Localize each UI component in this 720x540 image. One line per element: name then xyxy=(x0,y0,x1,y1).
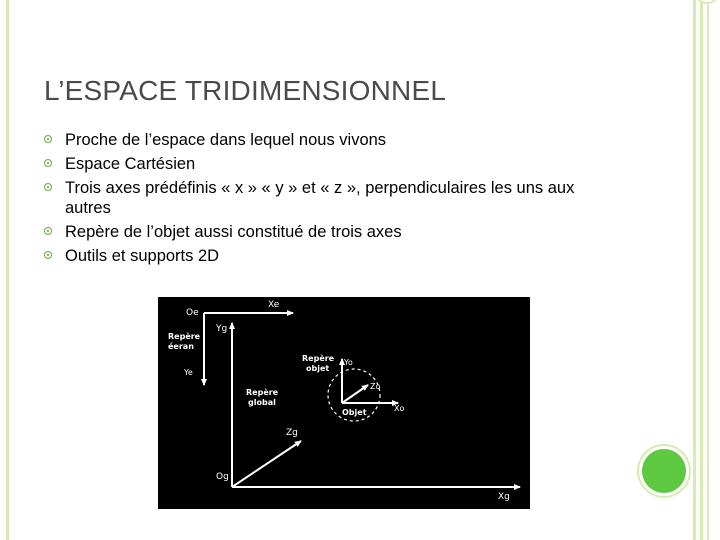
label-repere-ecran-1: Repère xyxy=(168,332,201,341)
bullet-icon xyxy=(44,227,52,235)
bullet-item: Trois axes prédéfinis « x » « y » et « z », perpendiculaires les uns aux autres xyxy=(44,178,604,218)
bullet-item: Repère de l’objet aussi constitué de trois axes xyxy=(44,222,604,242)
object-z-axis xyxy=(342,385,368,403)
diagram-svg xyxy=(158,297,530,509)
label-oe: Oe xyxy=(186,308,199,318)
label-repere-objet-2: objet xyxy=(306,364,330,373)
label-ye: Ye xyxy=(184,368,193,377)
label-repere-ecran-2: éeran xyxy=(168,342,194,351)
label-xg: Xg xyxy=(498,492,510,502)
bullet-icon xyxy=(44,159,52,167)
label-repere-global-2: global xyxy=(248,398,276,407)
label-zo: Zo xyxy=(370,382,381,391)
bullet-icon xyxy=(44,135,52,143)
slide-frame-right xyxy=(700,0,703,540)
slide-frame-left xyxy=(6,0,9,540)
label-xo: Xo xyxy=(394,404,405,413)
coordinate-systems-diagram xyxy=(158,297,530,509)
global-z-axis xyxy=(232,441,301,487)
bullet-icon xyxy=(44,183,52,191)
label-og: Og xyxy=(216,472,229,482)
bullet-icon xyxy=(44,251,52,259)
label-yo: Yo xyxy=(344,358,353,367)
bullet-item: Espace Cartésien xyxy=(44,154,604,174)
slide-title: L’ESPACE TRIDIMENSIONNEL xyxy=(44,75,447,106)
bullet-item: Outils et supports 2D xyxy=(44,246,604,266)
decorative-green-circle xyxy=(642,449,686,493)
label-xe: Xe xyxy=(268,300,280,310)
label-yg: Yg xyxy=(216,324,228,334)
bullet-item: Proche de l’espace dans lequel nous vivons xyxy=(44,130,604,150)
label-repere-objet-1: Repère xyxy=(302,354,335,363)
decorative-circle xyxy=(694,0,720,4)
slide-frame-right xyxy=(707,0,709,540)
label-zg: Zg xyxy=(286,428,298,438)
bullet-list xyxy=(44,130,604,270)
slide-frame-right xyxy=(693,0,696,540)
label-objet: Objet xyxy=(342,408,367,417)
label-repere-global-1: Repère xyxy=(246,388,279,397)
